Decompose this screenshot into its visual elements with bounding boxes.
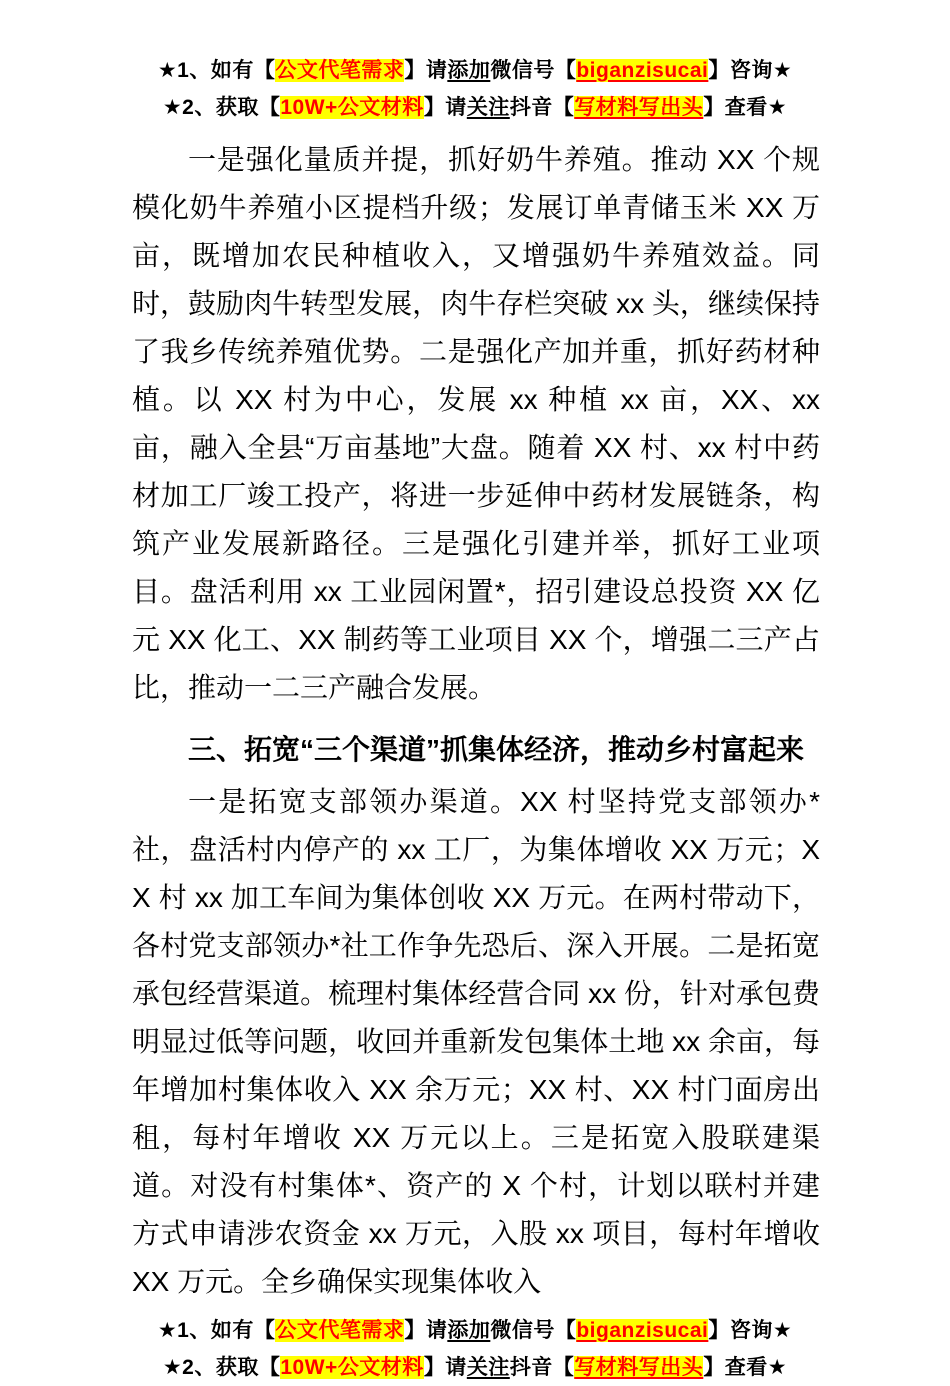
promo1b-highlight-service: 公文代笔需求 xyxy=(275,1319,405,1342)
paragraph-industry: 一是强化量质并提，抓好奶牛养殖。推动 XX 个规模化奶牛养殖小区提档升级；发展订单青储玉米 XX 万亩，既增加农民种植收入，又增强奶牛养殖效益。同时，鼓励肉牛转型发展，肉牛存栏突破 xx 头，继续保持了我乡传统养殖优势。二是强化产加并重，抓好药材种植。以 XX 村为中心，发展 xx 种植 xx 亩，XX、xx 亩，融入全县“万亩基地”大盘。随着 XX 村、xx 村中药材加工厂竣工投产，将进一步延伸中药材发展链条，构筑产业发展新路径。三是强化引建并举，抓好工业项目。盘活利用 xx 工业园闲置*，招引建设总投资 XX 亿元 XX 化工、XX 制药等工业项目 XX 个，增强二三产占比，推动一二三产融合发展。 xyxy=(132,144,820,703)
promo2b-highlight-douyin-id: 写材料写出头 xyxy=(574,1356,704,1379)
promo2-underline-follow: 关注 xyxy=(466,96,510,119)
promo2b-suffix: 】查看★ xyxy=(703,1356,788,1379)
promo-banner-top xyxy=(0,0,950,126)
promo1-prefix: ★1、如有【 xyxy=(157,59,276,82)
promo-line-2-bottom xyxy=(0,1349,950,1386)
promo2-highlight-douyin-id: 写材料写出头 xyxy=(574,96,704,119)
promo1-suffix: 】咨询★ xyxy=(708,59,793,82)
promo-line-1-bottom xyxy=(0,1312,950,1349)
promo1b-between2: 微信号【 xyxy=(490,1319,577,1342)
promo2b-highlight-materials: 10W+公文材料 xyxy=(280,1356,424,1379)
promo1b-underline-add: 添加 xyxy=(447,1319,491,1342)
promo1-highlight-service: 公文代笔需求 xyxy=(275,59,405,82)
promo1b-suffix: 】咨询★ xyxy=(708,1319,793,1342)
promo2-between1: 】请 xyxy=(423,96,467,119)
promo2b-between2: 抖音【 xyxy=(509,1356,575,1379)
promo1-underline-add: 添加 xyxy=(447,59,491,82)
promo-line-1 xyxy=(0,52,950,89)
promo1-between2: 微信号【 xyxy=(490,59,577,82)
section-heading-three-channels: 三、拓宽“三个渠道”抓集体经济，推动乡村富起来 xyxy=(188,734,805,765)
promo-line-2 xyxy=(0,89,950,126)
paragraph-collective-economy: 一是拓宽支部领办渠道。XX 村坚持党支部领办*社，盘活村内停产的 xx 工厂，为集体增收 XX 万元；XX 村 xx 加工车间为集体创收 XX 万元。在两村带动下，各村党支部领办*社工作争先恐后、深入开展。二是拓宽承包经营渠道。梳理村集体经营合同 xx 份，针对承包费明显过低等问题，收回并重新发包集体土地 xx 余亩，每年增加村集体收入 XX 余万元；XX 村、XX 村门面房出租，每村年增收 XX 万元以上。三是拓宽入股联建渠道。对没有村集体*、资产的 X 个村，计划以联村并建方式申请涉农资金 xx 万元，入股 xx 项目，每村年增收 XX 万元。全乡确保实现集体收入 xyxy=(132,786,820,1297)
promo2-prefix: ★2、获取【 xyxy=(162,96,281,119)
promo1-between1: 】请 xyxy=(404,59,448,82)
promo2-between2: 抖音【 xyxy=(509,96,575,119)
promo-banner-bottom xyxy=(0,1306,950,1386)
promo1-highlight-wechat-id: biganzisucai xyxy=(576,59,709,82)
promo2-highlight-materials: 10W+公文材料 xyxy=(280,96,424,119)
promo1b-highlight-wechat-id: biganzisucai xyxy=(576,1319,709,1342)
promo1b-between1: 】请 xyxy=(404,1319,448,1342)
promo2b-between1: 】请 xyxy=(423,1356,467,1379)
promo1b-prefix: ★1、如有【 xyxy=(157,1319,276,1342)
document-content xyxy=(132,136,820,1306)
promo2b-prefix: ★2、获取【 xyxy=(162,1356,281,1379)
promo2-suffix: 】查看★ xyxy=(703,96,788,119)
promo2b-underline-follow: 关注 xyxy=(466,1356,510,1379)
